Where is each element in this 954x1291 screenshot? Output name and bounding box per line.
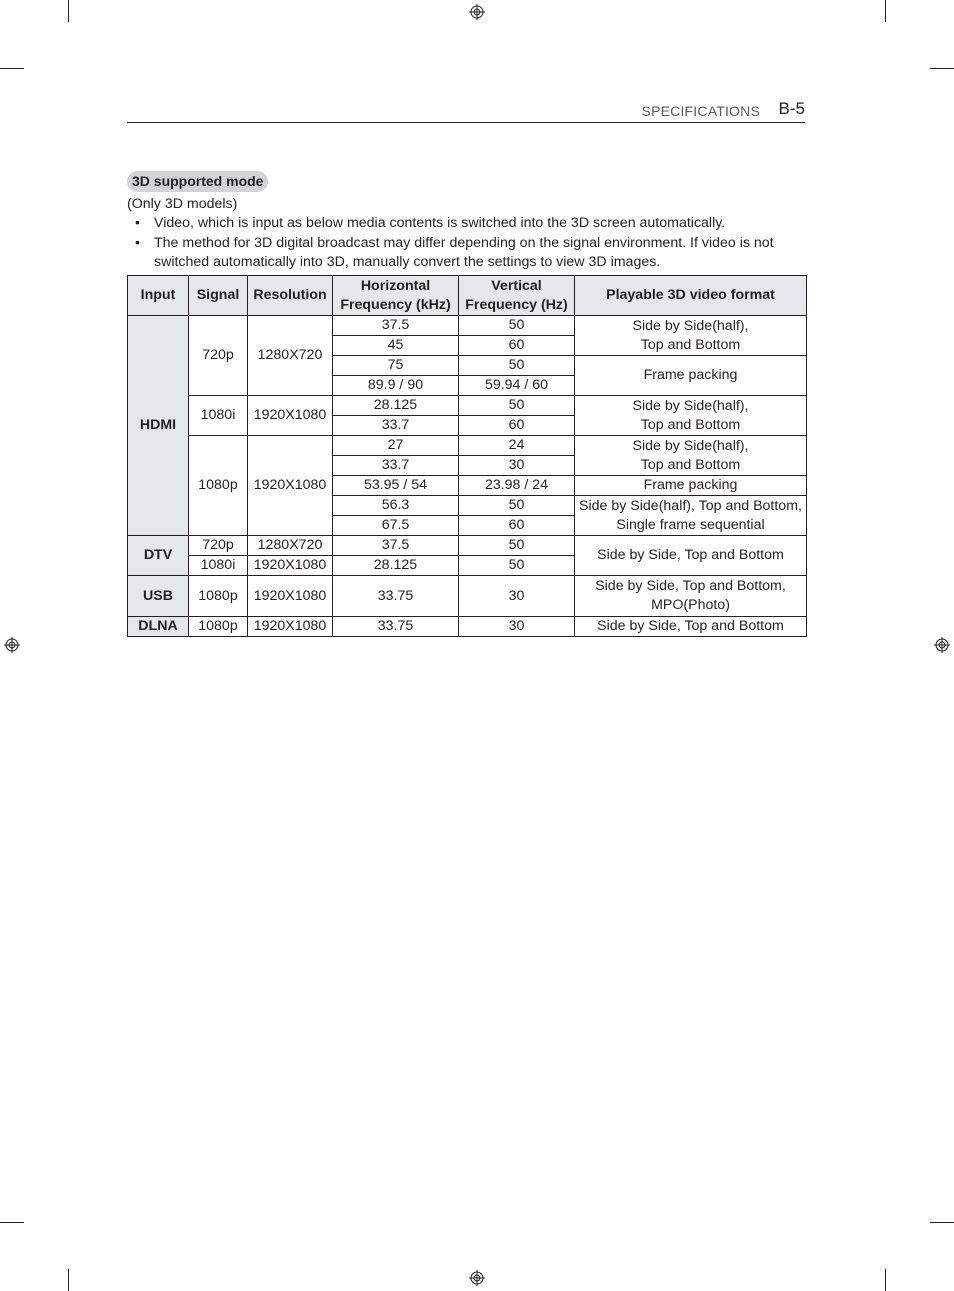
signal-cell: 1080i bbox=[189, 396, 248, 436]
h-freq-cell: 28.125 bbox=[333, 556, 459, 576]
v-freq-cell: 59.94 / 60 bbox=[459, 376, 575, 396]
v-freq-cell: 30 bbox=[459, 576, 575, 617]
format-cell: Frame packing bbox=[575, 356, 807, 396]
column-header: Resolution bbox=[248, 276, 333, 316]
format-cell: Side by Side(half), Top and Bottom, Single frame sequential bbox=[575, 496, 807, 536]
page-number: B-5 bbox=[778, 99, 805, 118]
table-row bbox=[128, 576, 807, 617]
format-cell: Frame packing bbox=[575, 476, 807, 496]
input-cell: DTV bbox=[128, 536, 189, 576]
format-cell: Side by Side, Top and Bottom bbox=[575, 536, 807, 576]
crop-mark bbox=[885, 0, 886, 22]
v-freq-cell: 23.98 / 24 bbox=[459, 476, 575, 496]
h-freq-cell: 33.7 bbox=[333, 416, 459, 436]
registration-mark-icon bbox=[469, 4, 485, 20]
crop-mark bbox=[930, 1222, 954, 1223]
signal-cell: 1080p bbox=[189, 576, 248, 617]
v-freq-cell: 50 bbox=[459, 316, 575, 336]
intro-note: (Only 3D models) bbox=[127, 196, 238, 212]
h-freq-cell: 45 bbox=[333, 336, 459, 356]
table-row bbox=[128, 396, 807, 416]
registration-mark-icon bbox=[934, 637, 950, 653]
list-item: • Video, which is input as below media contents is switched into the 3D screen automatically. bbox=[127, 214, 807, 233]
resolution-cell: 1280X720 bbox=[248, 316, 333, 396]
registration-mark-icon bbox=[4, 637, 20, 653]
table-row bbox=[128, 316, 807, 336]
table-header-row bbox=[128, 276, 807, 316]
h-freq-cell: 56.3 bbox=[333, 496, 459, 516]
crop-mark bbox=[68, 1269, 69, 1291]
h-freq-cell: 33.75 bbox=[333, 617, 459, 637]
crop-mark bbox=[885, 1269, 886, 1291]
format-cell: Side by Side(half), Top and Bottom bbox=[575, 316, 807, 356]
v-freq-cell: 50 bbox=[459, 496, 575, 516]
signal-cell: 720p bbox=[189, 536, 248, 556]
format-cell: Side by Side(half), Top and Bottom bbox=[575, 396, 807, 436]
3d-mode-table bbox=[127, 275, 807, 637]
resolution-cell: 1920X1080 bbox=[248, 436, 333, 536]
h-freq-cell: 37.5 bbox=[333, 536, 459, 556]
section-title: 3D supported mode bbox=[127, 171, 268, 192]
v-freq-cell: 60 bbox=[459, 516, 575, 536]
h-freq-cell: 67.5 bbox=[333, 516, 459, 536]
column-header: Input bbox=[128, 276, 189, 316]
h-freq-cell: 33.75 bbox=[333, 576, 459, 617]
format-cell: Side by Side, Top and Bottom bbox=[575, 617, 807, 637]
v-freq-cell: 60 bbox=[459, 336, 575, 356]
crop-mark bbox=[0, 1222, 24, 1223]
signal-cell: 1080i bbox=[189, 556, 248, 576]
intro-text bbox=[127, 195, 807, 272]
v-freq-cell: 60 bbox=[459, 416, 575, 436]
column-header: Vertical Frequency (Hz) bbox=[459, 276, 575, 316]
input-cell: HDMI bbox=[128, 316, 189, 536]
bullet-list bbox=[127, 214, 807, 272]
h-freq-cell: 28.125 bbox=[333, 396, 459, 416]
signal-cell: 720p bbox=[189, 316, 248, 396]
column-header: Playable 3D video format bbox=[575, 276, 807, 316]
h-freq-cell: 27 bbox=[333, 436, 459, 456]
bullet: • bbox=[135, 215, 140, 232]
section-name: SPECIFICATIONS bbox=[641, 103, 760, 119]
input-cell: DLNA bbox=[128, 617, 189, 637]
crop-mark bbox=[68, 0, 69, 22]
table-row bbox=[128, 436, 807, 456]
h-freq-cell: 75 bbox=[333, 356, 459, 376]
signal-cell: 1080p bbox=[189, 436, 248, 536]
column-header: Horizontal Frequency (kHz) bbox=[333, 276, 459, 316]
h-freq-cell: 53.95 / 54 bbox=[333, 476, 459, 496]
resolution-cell: 1280X720 bbox=[248, 536, 333, 556]
crop-mark bbox=[0, 68, 24, 69]
h-freq-cell: 33.7 bbox=[333, 456, 459, 476]
resolution-cell: 1920X1080 bbox=[248, 556, 333, 576]
table-row bbox=[128, 536, 807, 556]
v-freq-cell: 50 bbox=[459, 396, 575, 416]
signal-cell: 1080p bbox=[189, 617, 248, 637]
v-freq-cell: 50 bbox=[459, 536, 575, 556]
v-freq-cell: 30 bbox=[459, 456, 575, 476]
crop-mark bbox=[930, 68, 954, 69]
resolution-cell: 1920X1080 bbox=[248, 576, 333, 617]
table-row bbox=[128, 617, 807, 637]
h-freq-cell: 37.5 bbox=[333, 316, 459, 336]
resolution-cell: 1920X1080 bbox=[248, 396, 333, 436]
format-cell: Side by Side(half), Top and Bottom bbox=[575, 436, 807, 476]
bullet: • bbox=[135, 234, 140, 251]
format-cell: Side by Side, Top and Bottom, MPO(Photo) bbox=[575, 576, 807, 617]
resolution-cell: 1920X1080 bbox=[248, 617, 333, 637]
registration-mark-icon bbox=[469, 1270, 485, 1286]
h-freq-cell: 89.9 / 90 bbox=[333, 376, 459, 396]
v-freq-cell: 24 bbox=[459, 436, 575, 456]
v-freq-cell: 50 bbox=[459, 556, 575, 576]
page-header bbox=[127, 98, 805, 123]
column-header: Signal bbox=[189, 276, 248, 316]
input-cell: USB bbox=[128, 576, 189, 617]
v-freq-cell: 50 bbox=[459, 356, 575, 376]
v-freq-cell: 30 bbox=[459, 617, 575, 637]
list-item: • The method for 3D digital broadcast may differ depending on the signal environment. If video is not switched automatically into 3D, manually convert the settings to view 3D images. bbox=[135, 234, 774, 270]
